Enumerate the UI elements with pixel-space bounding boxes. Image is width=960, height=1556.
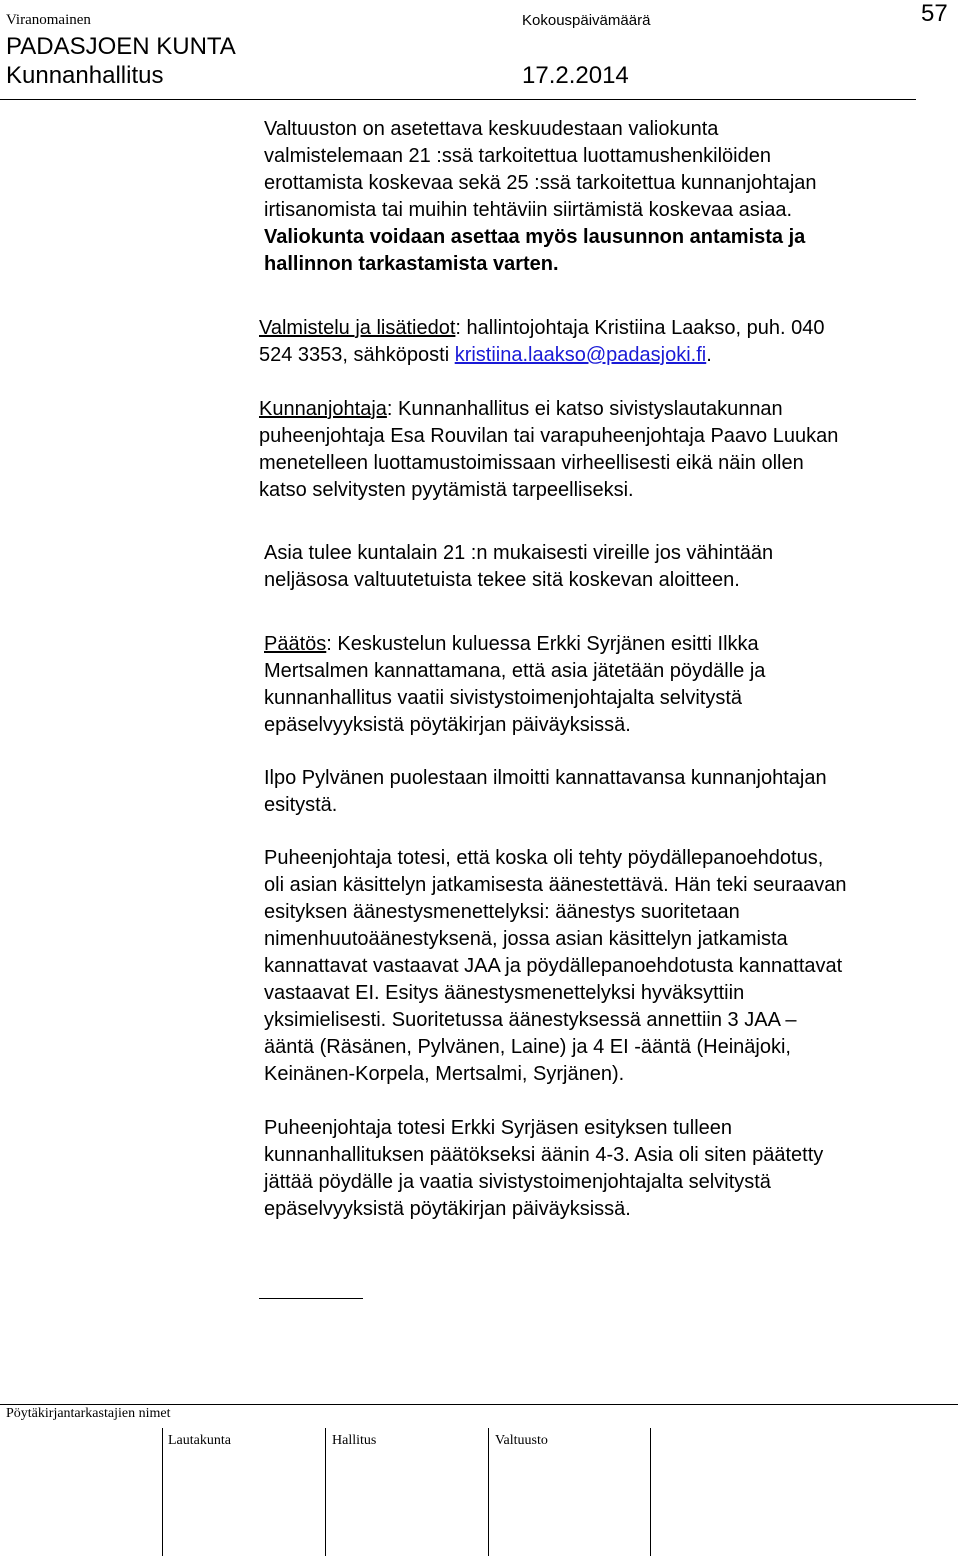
text-line: vastaavat EI. Esitys äänestysmenettelyksi hyväksyttiin bbox=[264, 982, 745, 1004]
section-end-rule bbox=[259, 1298, 363, 1299]
footer-divider bbox=[650, 1428, 651, 1556]
paragraph-intro bbox=[264, 116, 934, 278]
text-line: erottamista koskevaa sekä 25 :ssä tarkoitettua kunnanjohtajan bbox=[264, 172, 817, 194]
header-rule bbox=[0, 99, 916, 100]
text-line: . bbox=[706, 344, 712, 366]
body-name: Kunnanhallitus bbox=[6, 62, 164, 89]
reviewers-label: Pöytäkirjantarkastajien nimet bbox=[6, 1406, 171, 1421]
text-line: oli asian käsittelyn jatkamisesta äänestettävä. Hän teki seuraavan bbox=[264, 874, 847, 896]
text-line: : Kunnanhallitus ei katso sivistyslautakunnan bbox=[386, 398, 783, 420]
text-line: Ilpo Pylvänen puolestaan ilmoitti kannattavansa kunnanjohtajan bbox=[264, 767, 827, 789]
footer-col-valtuusto: Valtuusto bbox=[495, 1433, 548, 1448]
text-line-bold: Valiokunta voidaan asettaa myös lausunnon antamista ja bbox=[264, 226, 806, 248]
text-line: esityksen äänestysmenettelyksi: äänestys suoritetaan bbox=[264, 901, 740, 923]
paragraph-preparation bbox=[259, 315, 929, 369]
text-line: esitystä. bbox=[264, 794, 338, 816]
text-line: katso selvitysten pyytämistä tarpeelliseksi. bbox=[259, 479, 634, 501]
page-number: 57 bbox=[921, 0, 948, 27]
footer-divider bbox=[488, 1428, 489, 1556]
text-line: : hallintojohtaja Kristiina Laakso, puh. 040 bbox=[455, 317, 825, 339]
text-line: puheenjohtaja Esa Rouvilan tai varapuheenjohtaja Paavo Luukan bbox=[259, 425, 839, 447]
header-date-label: Kokouspäivämäärä bbox=[522, 12, 651, 29]
paragraph-support bbox=[264, 765, 934, 819]
text-line: neljäsosa valtuutetuista tekee sitä koskevan aloitteen. bbox=[264, 569, 740, 591]
text-line: : Keskustelun kuluessa Erkki Syrjänen esitti Ilkka bbox=[326, 633, 759, 655]
text-line: yksimielisesti. Suoritetussa äänestyksessä annettiin 3 JAA – bbox=[264, 1009, 797, 1031]
text-line: kunnanhallituksen päätökseksi äänin 4-3. Asia oli siten päätetty bbox=[264, 1144, 824, 1166]
text-line: valmistelemaan 21 :ssä tarkoitettua luottamushenkilöiden bbox=[264, 145, 771, 167]
paragraph-decision bbox=[264, 631, 934, 739]
text-line: epäselvyyksistä pöytäkirjan päiväyksissä. bbox=[264, 714, 631, 736]
paragraph-manager bbox=[259, 396, 929, 504]
manager-label: Kunnanjohtaja bbox=[259, 398, 387, 420]
email-link[interactable]: kristiina.laakso@padasjoki.fi bbox=[454, 344, 707, 366]
text-line: ääntä (Räsänen, Pylvänen, Laine) ja 4 EI -ääntä (Heinäjoki, bbox=[264, 1036, 791, 1058]
text-line: kunnanhallitus vaatii sivistystoimenjohtajalta selvitystä bbox=[264, 687, 743, 709]
decision-label: Päätös bbox=[264, 633, 327, 655]
text-line: Keinänen-Korpela, Mertsalmi, Syrjänen). bbox=[264, 1063, 625, 1085]
footer-rule bbox=[0, 1404, 958, 1405]
preparation-label: Valmistelu ja lisätiedot bbox=[259, 317, 456, 339]
text-line: Puheenjohtaja totesi, että koska oli tehty pöydällepanoehdotus, bbox=[264, 847, 824, 869]
paragraph-vote bbox=[264, 845, 934, 1088]
text-line: Mertsalmen kannattamana, että asia jätetään pöydälle ja bbox=[264, 660, 766, 682]
text-line: irtisanomista tai muihin tehtäviin siirtämistä koskevaa asiaa. bbox=[264, 199, 792, 221]
text-line: Asia tulee kuntalain 21 :n mukaisesti vireille jos vähintään bbox=[264, 542, 774, 564]
meeting-date: 17.2.2014 bbox=[522, 62, 629, 89]
municipality-name: PADASJOEN KUNTA bbox=[6, 33, 236, 60]
text-line: jättää pöydälle ja vaatia sivistystoimenjohtajalta selvitystä bbox=[264, 1171, 771, 1193]
header-role-label: Viranomainen bbox=[6, 12, 91, 28]
paragraph-result bbox=[264, 1115, 934, 1223]
footer-col-hallitus: Hallitus bbox=[332, 1433, 377, 1448]
footer-col-lautakunta: Lautakunta bbox=[168, 1433, 231, 1448]
footer-divider bbox=[325, 1428, 326, 1556]
paragraph-law bbox=[264, 540, 934, 594]
text-line: epäselvyyksistä pöytäkirjan päiväyksissä. bbox=[264, 1198, 631, 1220]
text-line: 524 3353, sähköposti bbox=[259, 344, 455, 366]
text-line: Valtuuston on asetettava keskuudestaan valiokunta bbox=[264, 118, 719, 140]
text-line: Puheenjohtaja totesi Erkki Syrjäsen esityksen tulleen bbox=[264, 1117, 733, 1139]
text-line-bold: hallinnon tarkastamista varten. bbox=[264, 253, 559, 275]
footer-divider bbox=[162, 1428, 163, 1556]
text-line: nimenhuutoäänestyksenä, jossa asian käsittelyn jatkamista bbox=[264, 928, 788, 950]
text-line: menetelleen luottamustoimissaan virheellisesti eikä näin ollen bbox=[259, 452, 804, 474]
text-line: kannattavat vastaavat JAA ja pöydällepanoehdotusta kannattavat bbox=[264, 955, 843, 977]
